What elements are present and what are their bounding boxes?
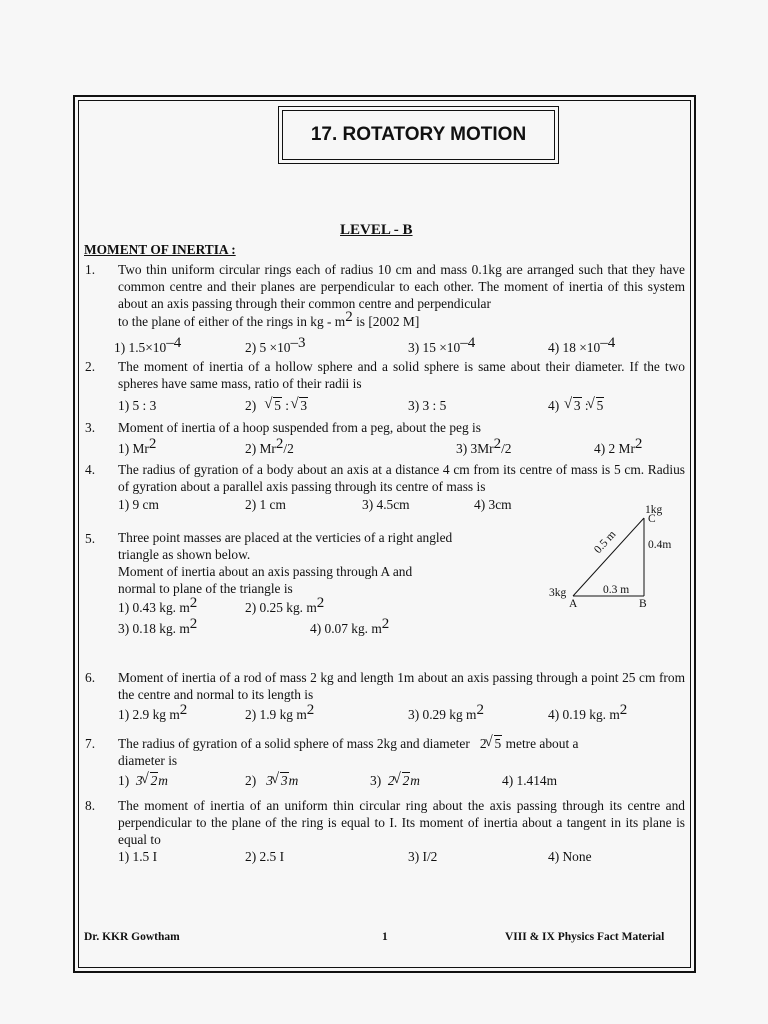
q2-option-1[interactable]: 1) 5 : 3: [118, 398, 157, 413]
question-number-5: 5.: [85, 531, 96, 546]
question-number-4: 4.: [85, 462, 96, 477]
question-number-3: 3.: [85, 420, 96, 435]
section-heading: MOMENT OF INERTIA :: [84, 242, 236, 257]
question-text-1-cont: to the plane of either of the rings in kg - $m^2$ is [2002 M]: [118, 309, 420, 329]
q3-option-3[interactable]: 3) 3Mr$^2$/2: [456, 436, 512, 456]
q3-option-2[interactable]: 2) Mr$^2$/2: [245, 436, 294, 456]
q7-option-4[interactable]: 4) 1.414m: [502, 773, 558, 788]
q6-option-3[interactable]: 3) 0.29 kg $m^2$: [408, 702, 484, 722]
q5-option-3[interactable]: 3) 0.18 kg. $m^2$: [118, 616, 198, 636]
q4-option-1[interactable]: 1) 9 cm: [118, 497, 159, 512]
q6-option-4[interactable]: 4) 0.19 kg. $m^2$: [548, 702, 628, 722]
q6-option-2[interactable]: 2) 1.9 kg $m^2$: [245, 702, 315, 722]
q2-option-2[interactable]: 2) √ 5 : √ 3: [245, 397, 308, 415]
q1-option-3[interactable]: 3) $15 \times 10^{-4}$: [408, 335, 476, 355]
q5-text-line-2: triangle as shown below.: [118, 547, 251, 562]
q5-text-line-3: Moment of inertia about an axis passing through A and: [118, 564, 413, 579]
figure-label-c: C: [648, 513, 656, 525]
q4-option-2[interactable]: 2) 1 cm: [245, 497, 286, 512]
q7-option-1[interactable]: 1) 3√ 2m: [118, 772, 168, 790]
q8-option-1[interactable]: 1) 1.5 I: [118, 849, 158, 864]
figure-base-length: 0.3 m: [603, 584, 630, 596]
question-number-8: 8.: [85, 798, 96, 813]
q8-option-3[interactable]: 3) I/2: [408, 849, 438, 864]
q2-option-4[interactable]: 4) √ 3 :√ 5: [548, 397, 604, 415]
figure-label-b: B: [639, 598, 647, 610]
q5-text-line-1: Three point masses are placed at the verticies of a right angled: [118, 530, 453, 545]
question-text-7-cont: diameter is: [118, 753, 178, 768]
q1-option-2[interactable]: 2) $5 \times 10^{-3}$: [245, 335, 306, 355]
q4-option-3[interactable]: 3) 4.5cm: [362, 497, 410, 512]
question-text-1: Two thin uniform circular rings each of radius 10 cm and mass 0.1kg are arranged such that they have common centre and their planes are perpendicular to each other. The moment of inertia of this system about an axis passing through their common centre and perpendicular: [118, 262, 685, 311]
figure-vertical-length: 0.4m: [648, 539, 672, 551]
footer-material-title: VIII & IX Physics Fact Material: [505, 931, 665, 943]
q2-option-3[interactable]: 3) 3 : 5: [408, 398, 447, 413]
question-number-1: 1.: [85, 262, 96, 277]
question-text-4: The radius of gyration of a body about an axis at a distance 4 cm from its centre of mass is 5 cm. Radius of gyration about a parallel axis passing through its centre of mass is: [118, 462, 685, 494]
question-number-6: 6.: [85, 670, 96, 685]
q5-option-4[interactable]: 4) 0.07 kg. $m^2$: [310, 616, 390, 636]
question-text-8: The moment of inertia of an uniform thin circular ring about the axis passing through its centre and perpendicular to the plane of the ring is equal to I. Its moment of inertia about a tangent in its plane is equal to: [118, 798, 685, 847]
level-heading: LEVEL - B: [340, 222, 413, 238]
q3-option-4[interactable]: 4) 2 Mr$^2$: [594, 436, 643, 456]
figure-label-a: A: [569, 598, 578, 610]
figure-mass-a: 3kg: [549, 587, 567, 599]
question-number-2: 2.: [85, 359, 96, 374]
q6-option-1[interactable]: 1) 2.9 kg $m^2$: [118, 702, 188, 722]
q8-option-4[interactable]: 4) None: [548, 849, 592, 864]
question-number-7: 7.: [85, 736, 96, 751]
q8-option-2[interactable]: 2) 2.5 I: [245, 849, 285, 864]
chapter-title-text: 17. ROTATORY MOTION: [310, 124, 527, 145]
question-text-2: The moment of inertia of a hollow sphere and a solid sphere is same about their diameter. If the two spheres have same mass, ratio of their radii is: [118, 359, 685, 391]
q4-option-4[interactable]: 4) 3cm: [474, 497, 512, 512]
q5-option-1[interactable]: 1) 0.43 kg. $m^2$: [118, 595, 198, 615]
question-text-6: Moment of inertia of a rod of mass 2 kg and length 1m about an axis passing through a point 25 cm from the centre and normal to its length is: [118, 670, 685, 702]
q7-option-2[interactable]: 2) 3√ 3m: [245, 772, 298, 790]
figure-mass-c: 1kg: [645, 504, 663, 516]
question-text-7: The radius of gyration of a solid sphere of mass 2kg and diameter 2√ 5 metre about a: [118, 735, 578, 753]
q7-option-3[interactable]: 3) 2√ 2m: [370, 772, 420, 790]
footer-author: Dr. KKR Gowtham: [84, 931, 180, 943]
q3-option-1[interactable]: 1) Mr$^2$: [118, 436, 157, 456]
footer-page-number: 1: [382, 931, 388, 943]
question-text-3: Moment of inertia of a hoop suspended from a peg, about the peg is: [118, 420, 481, 435]
q1-option-1[interactable]: 1) $1.5\times 10^{-4}$: [114, 335, 182, 355]
chapter-title: [282, 110, 555, 160]
q5-option-2[interactable]: 2) 0.25 kg. $m^2$: [245, 595, 325, 615]
q5-text-line-4: normal to plane of the triangle is: [118, 581, 293, 596]
figure-hypotenuse-length: 0.5 m: [592, 528, 619, 557]
q1-option-4[interactable]: 4) $18 \times 10^{-4}$: [548, 335, 616, 355]
